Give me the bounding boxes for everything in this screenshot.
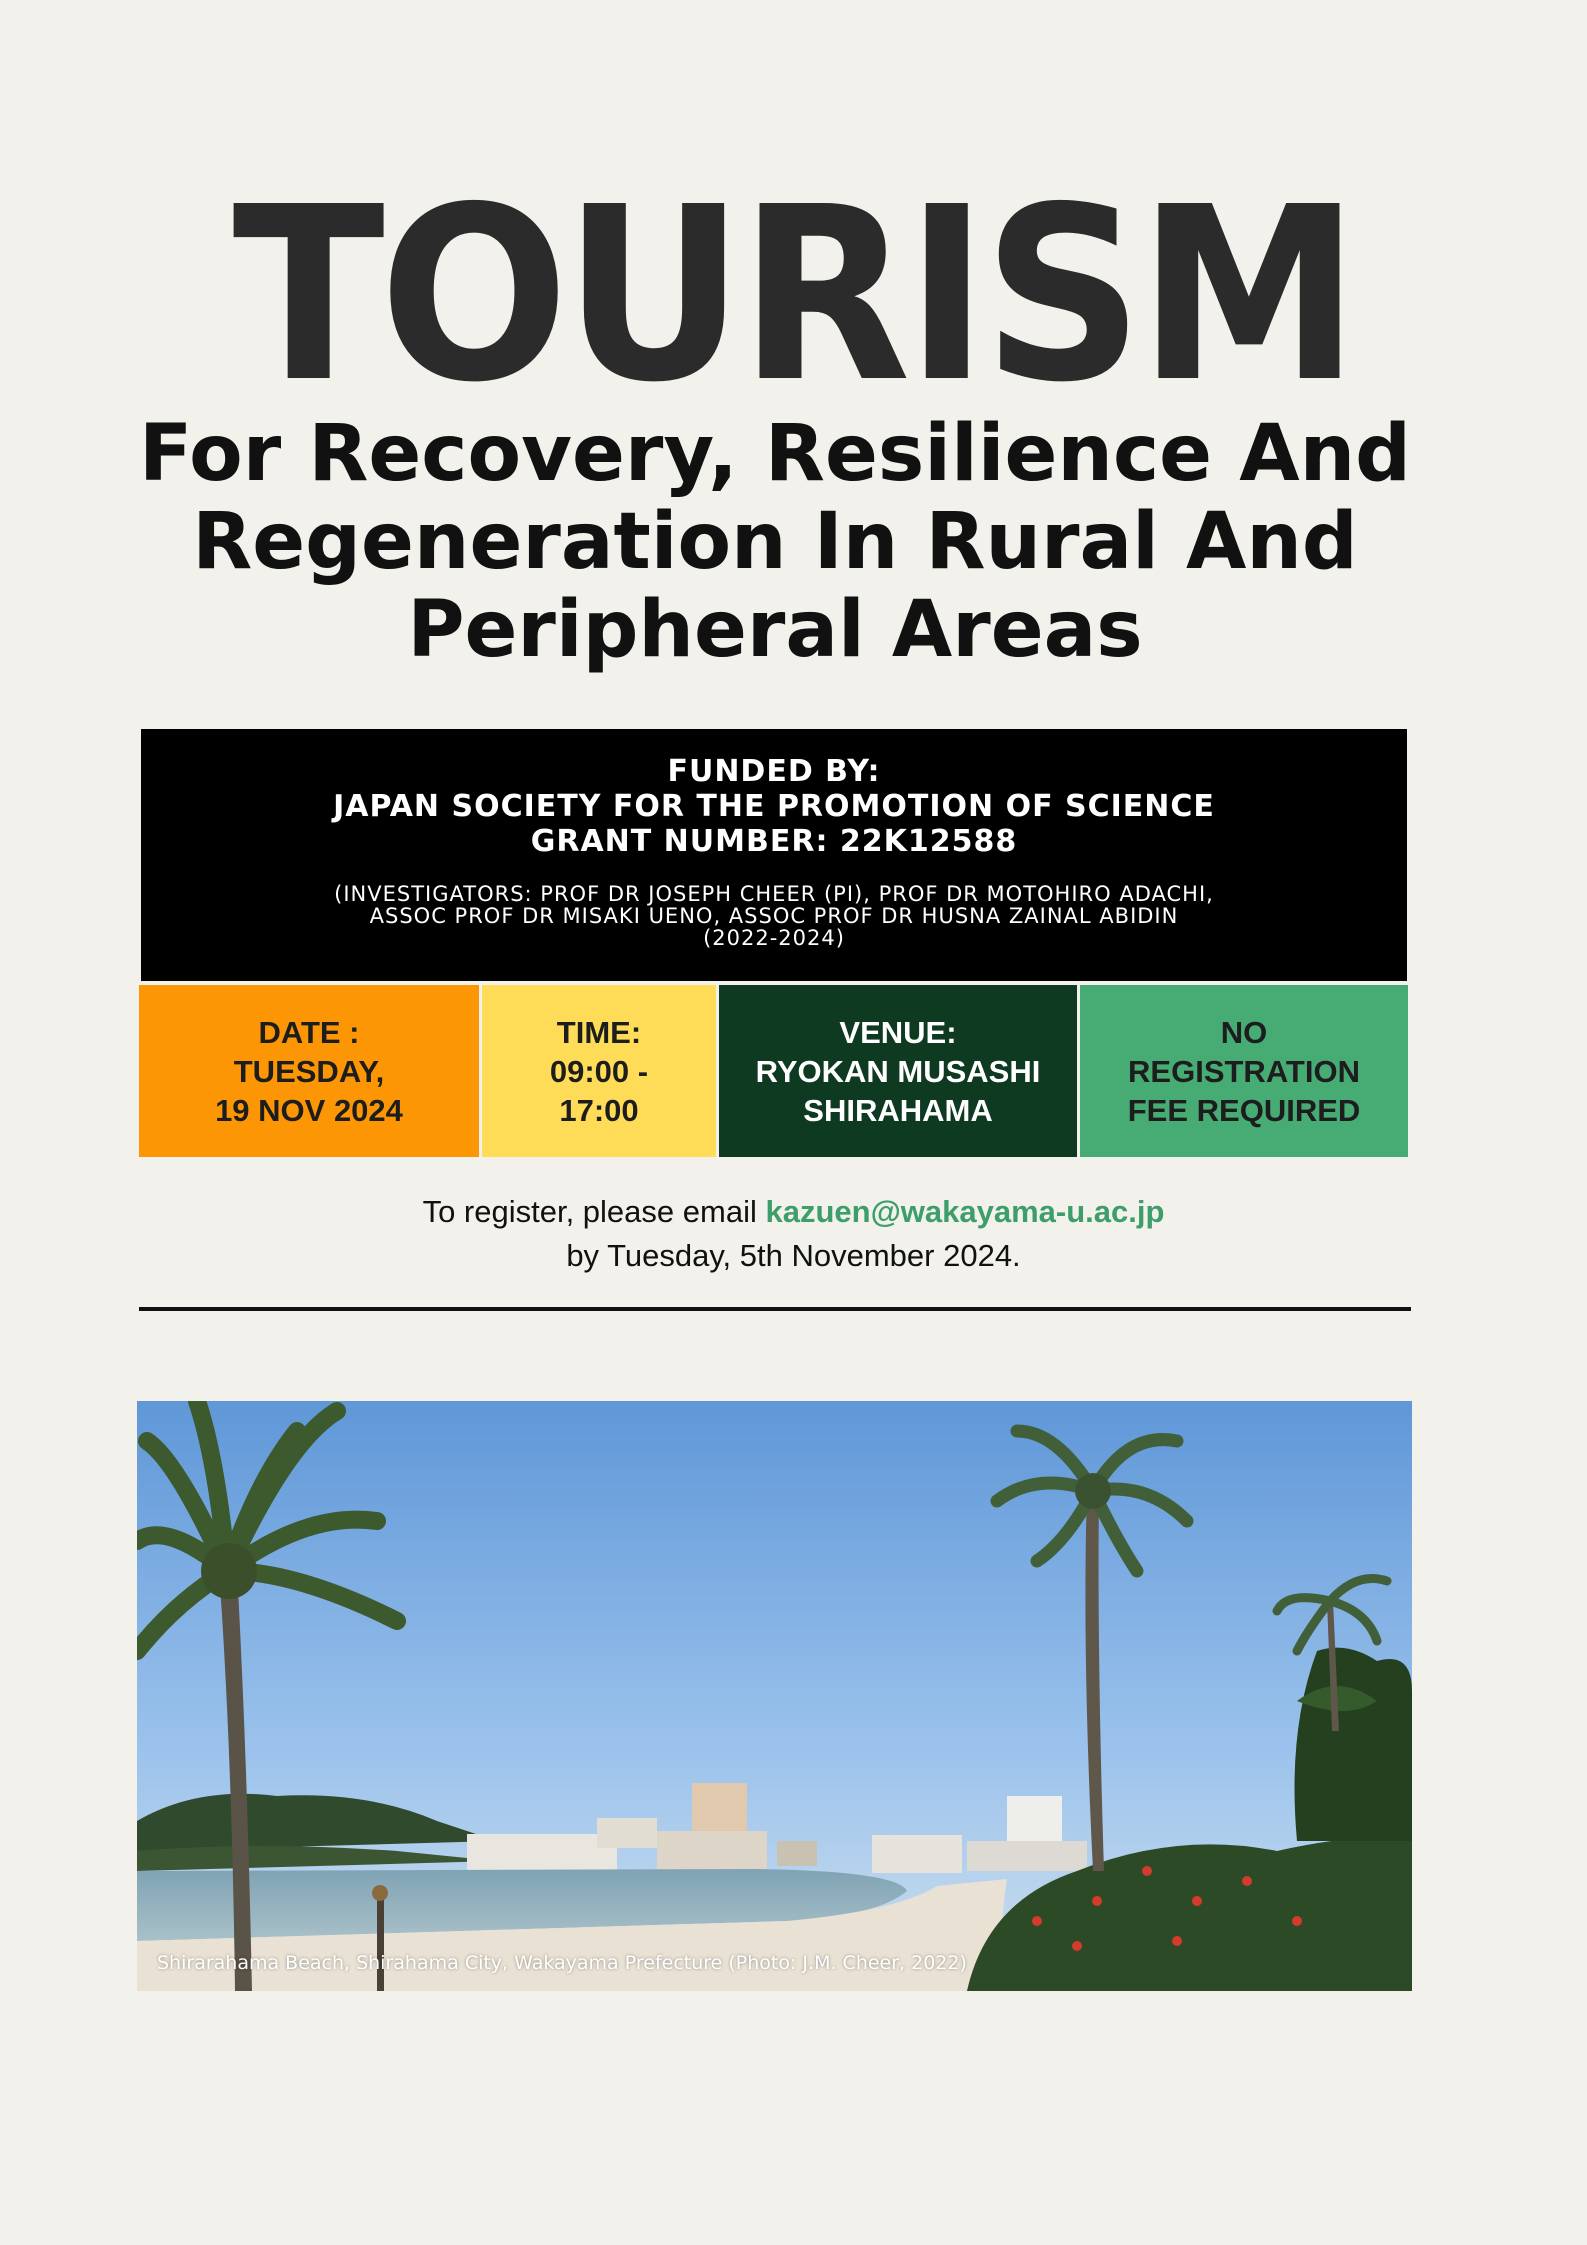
beach-photo-illustration [137,1401,1412,1991]
time-box [482,985,716,1157]
registration-info [0,1190,1587,1278]
fee-line-1: NO [1220,1014,1268,1050]
funding-agency: JAPAN SOCIETY FOR THE PROMOTION OF SCIENCE [333,789,1215,824]
poster-subtitle: For Recovery, Resilience And Regeneration In Rural And Peripheral Areas [139,409,1411,675]
date-day: TUESDAY, [233,1053,385,1089]
venue-location: SHIRAHAMA [803,1092,993,1128]
venue-label: VENUE: [839,1014,957,1050]
time-label: TIME: [556,1014,642,1050]
grant-number: GRANT NUMBER: 22K12588 [530,824,1018,859]
venue-box [719,985,1077,1157]
investigators-years: (2022-2024) [703,926,845,950]
date-label: DATE : [258,1014,360,1050]
funding-heading: FUNDED BY: [667,754,881,789]
register-email-link[interactable]: kazuen@wakayama-u.ac.jp [765,1194,1165,1229]
investigators-line-1: (INVESTIGATORS: PROF DR JOSEPH CHEER (PI), PROF DR MOTOHIRO ADACHI, [334,882,1214,906]
venue-name: RYOKAN MUSASHI [755,1053,1041,1089]
fee-line-2: REGISTRATION [1128,1053,1360,1089]
date-box [139,985,479,1157]
divider [139,1307,1411,1311]
register-text: To register, please email [422,1194,766,1229]
time-start: 09:00 - [549,1053,649,1089]
poster-title: TOURISM [232,155,1355,435]
register-deadline: by Tuesday, 5th November 2024. [566,1238,1021,1273]
funding-block [141,729,1407,981]
investigators-line-2: ASSOC PROF DR MISAKI UENO, ASSOC PROF DR HUSNA ZAINAL ABIDIN [369,904,1179,928]
time-end: 17:00 [559,1092,639,1128]
date-value: 19 NOV 2024 [215,1092,403,1128]
beach-photo [137,1401,1412,1991]
fee-box [1080,985,1408,1157]
fee-line-3: FEE REQUIRED [1127,1092,1361,1128]
photo-caption: Shirarahama Beach, Shirahama City, Wakayama Prefecture (Photo: J.M. Cheer, 2022) [157,1952,967,1974]
